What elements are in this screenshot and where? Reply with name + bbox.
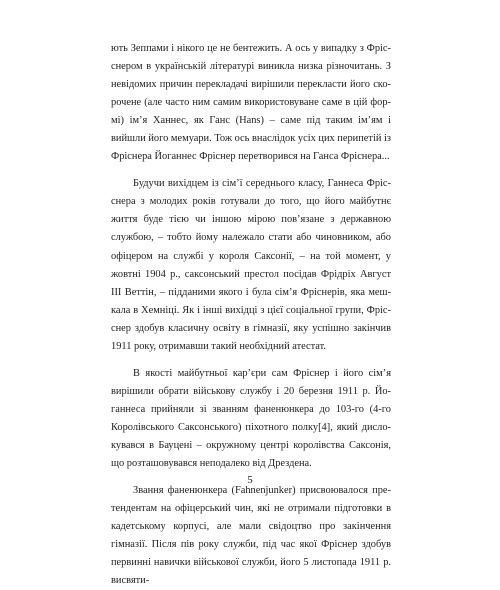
body-text <box>111 40 391 590</box>
page-number: 5 <box>247 474 253 486</box>
paragraph-fahnenjunker: Звання фаненюнкера (Fahnenjunker) присвоювалося претендентам на офіцерський чин, які не отримали підготовки в кадетському корпусі, але мали свідоцтво про закінчення гімназії. Після пів року служби, під час якої Фріснер здобув первинні навички військової служби, його 5 листопада 1911 р. висвяти- <box>111 485 391 587</box>
paragraph-continuation: ють Зеппами і нікого це не бентежить. А ось у випадку з Фрісснером в українській літературі виникла низка різночитань. З невідомих причин перекладачі вирішили перекласти його скорочене (але часто ним самим використовуване саме в цій формі) ім’я Ханнес, як Ганс (Hans) – саме під таким ім’ям і вийшли його мемуари. Тож ось внаслідок усіх цих перипетій із Фріснера Йоганнес Фріснер перетворився на Ганса Фріснера... <box>111 43 391 163</box>
paragraph-early-life: Будучи вихідцем із сім’ї середнього класу, Ганнеса Фрісснера з молодих років готували до того, що його майбутнє життя буде тією чи іншою мірою пов’язане з державною службою, – тобто йому належало стати або чиновником, або офіцером на службі у короля Саксонії, – на той момент, у жовтні 1904 р., саксонський престол посідав Фрідріх Август ІІІ Веттін, – підданими якого і була сім’я Фріснерів, яка мешкала в Хемніці. Як і інші вихідці з цієї соціальної групи, Фрісснер здобув класичну освіту в гімназії, яку успішно закінчив 1911 року, отримавши такий необхідний атестат. <box>111 178 391 352</box>
paragraph-military-career: В якості майбутньої кар’єри сам Фріснер і його сім’я вирішили обрати військову службу і 20 березня 1911 р. Йоганнеса прийняли зі званням фаненюнкера до 103-го (4-го Королівського Саксонського) піхотного полку[4], який дислокувався в Бауцені – окружному центрі королівства Саксонія, що розташовувався неподалеко від Дрездена. <box>111 367 391 470</box>
